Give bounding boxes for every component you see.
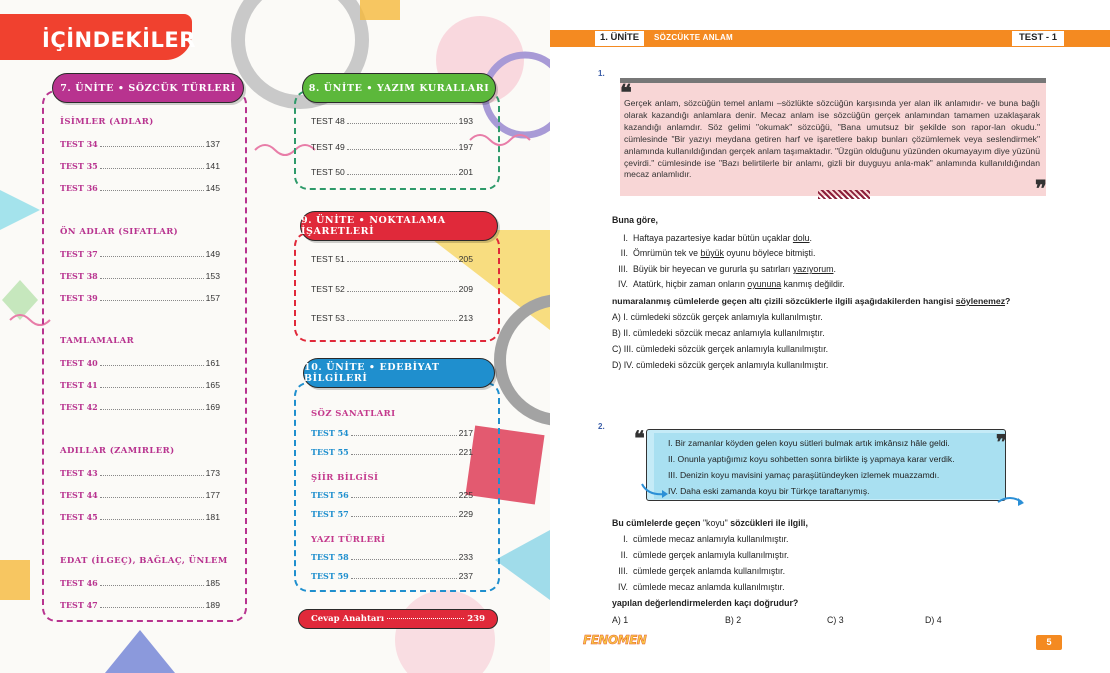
statement-text: cümlede mecaz anlamıyla kullanılmıştır.	[633, 534, 789, 544]
leader-dots	[100, 190, 204, 191]
section-heading: ŞİİR BİLGİSİ	[311, 473, 379, 483]
roman-numeral: IV.	[618, 582, 628, 592]
statement-item	[612, 279, 845, 289]
toc-test-label: TEST 35	[60, 161, 98, 171]
toc-row[interactable]	[60, 249, 220, 259]
toc-test-label: TEST 41	[60, 380, 98, 390]
toc-row[interactable]	[311, 552, 473, 562]
statement-item	[612, 248, 815, 258]
toc-row[interactable]	[311, 254, 473, 264]
answer-option-a[interactable]: A) I. cümledeki sözcük gerçek anlamıyla kullanılmıştır.	[612, 312, 823, 322]
section-heading: TAMLAMALAR	[60, 336, 135, 346]
leader-dots	[100, 409, 204, 410]
toc-row[interactable]	[311, 428, 473, 438]
toc-row[interactable]	[311, 167, 473, 177]
underlined-word: dolu	[792, 233, 810, 243]
statement-pre: Haftaya pazartesiye kadar bütün uçaklar	[633, 233, 793, 243]
toc-page-number: 177	[205, 490, 220, 500]
roman-numeral: III.	[618, 566, 628, 576]
stem-quoted-word: "koyu"	[702, 518, 728, 528]
stem-post: ?	[1005, 296, 1011, 306]
statement-text: cümlede gerçek anlamıyla kullanılmıştır.	[633, 550, 789, 560]
question-stem	[612, 296, 1010, 306]
toc-page-number: 225	[458, 490, 473, 500]
toc-row[interactable]	[60, 293, 220, 303]
toc-test-label: TEST 43	[60, 468, 98, 478]
toc-test-label: TEST 36	[60, 183, 98, 193]
toc-page-number: 237	[458, 571, 473, 581]
statement-pre: Ömrümün tek ve	[633, 248, 701, 258]
box-sentence: III. Denizin koyu mavisini yamaç paraşütündeyken izlemek muazzamdı.	[668, 470, 940, 480]
toc-test-label: TEST 50	[311, 167, 345, 177]
leader-dots	[100, 278, 204, 279]
toc-page-number: 149	[205, 249, 220, 259]
toc-test-label: TEST 44	[60, 490, 98, 500]
leader-dots	[347, 320, 457, 321]
roman-numeral: II.	[620, 248, 628, 258]
open-quote-icon: ❝	[620, 80, 632, 106]
roman-numeral: III.	[618, 264, 628, 274]
leader-dots	[100, 607, 204, 608]
toc-page-number: 193	[458, 116, 473, 126]
leader-dots	[347, 123, 457, 124]
toc-row[interactable]	[60, 600, 220, 610]
box-sentence: I. Bir zamanlar köyden gelen koyu sütleri bulmak artık imkânsız hâle geldi.	[668, 438, 950, 448]
question-intro: Buna göre,	[612, 215, 658, 225]
toc-test-label: TEST 59	[311, 571, 349, 581]
answer-option-d[interactable]: D) 4	[925, 615, 942, 625]
statement-item	[612, 550, 789, 560]
toc-row[interactable]	[311, 142, 473, 152]
leader-dots	[347, 149, 457, 150]
toc-page-number: 161	[205, 358, 220, 368]
test-page	[550, 0, 1110, 673]
roman-numeral: I.	[623, 233, 628, 243]
open-quote-icon: ❝	[634, 426, 645, 450]
statement-item	[612, 264, 836, 274]
toc-row[interactable]	[60, 402, 220, 412]
answer-key-label: Cevap Anahtarı	[311, 614, 385, 624]
toc-row[interactable]	[311, 509, 473, 519]
leader-dots	[100, 497, 204, 498]
section-heading: EDAT (İLGEÇ), BAĞLAÇ, ÜNLEM	[60, 556, 228, 566]
test-tab: TEST - 1	[1011, 30, 1065, 47]
stem-pre: Bu cümlelerde geçen	[612, 518, 703, 528]
toc-page-number: 141	[205, 161, 220, 171]
toc-row[interactable]	[60, 271, 220, 281]
toc-test-label: TEST 55	[311, 447, 349, 457]
answer-option-b[interactable]: B) 2	[725, 615, 742, 625]
toc-row[interactable]	[311, 116, 473, 126]
toc-page-number: 145	[205, 183, 220, 193]
stem-post: sözcükleri ile ilgili,	[727, 518, 808, 528]
toc-row[interactable]	[60, 512, 220, 522]
question-number: 2.	[598, 422, 605, 431]
toc-page	[0, 0, 550, 673]
toc-test-label: TEST 45	[60, 512, 98, 522]
toc-test-label: TEST 58	[311, 552, 349, 562]
leader-dots	[100, 365, 204, 366]
toc-page-number: 157	[205, 293, 220, 303]
toc-page-number: 229	[458, 509, 473, 519]
statement-text: cümlede mecaz anlamda kullanılmıştır.	[633, 582, 785, 592]
leader-dots	[100, 168, 204, 169]
answer-key-link[interactable]	[298, 609, 498, 629]
leader-dots	[351, 454, 457, 455]
unit9-pill[interactable]: 9. ÜNİTE • NOKTALAMA İŞARETLERİ	[300, 211, 498, 241]
leader-dots	[100, 475, 204, 476]
toc-page-number: 181	[205, 512, 220, 522]
statement-text: cümlede gerçek anlamda kullanılmıştır.	[633, 566, 786, 576]
hatch-decoration	[818, 190, 870, 199]
toc-row[interactable]	[60, 578, 220, 588]
answer-key-page: 239	[467, 614, 485, 624]
toc-page-number: 213	[458, 313, 473, 323]
passage-text: Gerçek anlam, sözcüğün temel anlamı –sözlükte sözcüğün karşısında yer alan ilk anlamıdır- ve buna bağlı olarak kazandığı anlamlara denir. Mecaz anlam ise sözcüğün gerçek anlamından tamamen uzaklaşarak kazandığı anlamdır. Söz gelimi "okumak" sözcüğü, "Bana umutsuz bir şekilde son rapor-lan okudu." cümlesinde "Bir yazıyı meydana getiren harf ve işaretlere bakıp bunları çözümlemek veya seslendirmek" anlamında kullanıldığından gerçek anlam taşımaktadır. "Üzgün olduğunu yüzünden okumayayım diye yüzünü çevirdi." cümlesinde ise "Bazı belirtilerle bir anlamı, gizli bir duyguyu anla-mak" anlamında kullanıldığından mecaz anlamlıdır.	[624, 98, 1040, 180]
section-heading: İSİMLER (ADLAR)	[60, 117, 154, 127]
toc-test-label: TEST 54	[311, 428, 349, 438]
statement-item	[612, 233, 812, 243]
section-heading: SÖZ SANATLARI	[311, 409, 396, 419]
statement-post: .	[809, 233, 812, 243]
toc-page-number: 197	[458, 142, 473, 152]
arrow-icon	[996, 492, 1026, 512]
statement-pre: Büyük bir heyecan ve gururla şu satırları	[633, 264, 793, 274]
statement-post: kanmış değildir.	[781, 279, 845, 289]
statement-item	[612, 566, 785, 576]
leader-dots	[387, 618, 464, 619]
toc-page-number: 137	[205, 139, 220, 149]
toc-row[interactable]	[60, 380, 220, 390]
leader-dots	[351, 578, 457, 579]
statement-post: oyunu böylece bitmişti.	[723, 248, 816, 258]
toc-test-label: TEST 56	[311, 490, 349, 500]
question-number: 1.	[598, 69, 605, 78]
unit10-pill[interactable]: 10. ÜNİTE • EDEBİYAT BİLGİLERİ	[303, 358, 495, 388]
toc-test-label: TEST 38	[60, 271, 98, 281]
underlined-word: büyük	[700, 248, 724, 258]
unit7-pill[interactable]: 7. ÜNİTE • SÖZCÜK TÜRLERİ	[52, 73, 244, 103]
toc-row[interactable]	[60, 139, 220, 149]
answer-option-b[interactable]: B) II. cümledeki sözcük mecaz anlamıyla kullanılmıştır.	[612, 328, 825, 338]
toc-page-number: 217	[458, 428, 473, 438]
stem-pre: numaralanmış cümlelerde geçen altı çizili sözcüklerle ilgili aşağıdakilerden hangisi	[612, 296, 956, 306]
toc-page-number: 185	[205, 578, 220, 588]
roman-numeral: II.	[620, 550, 628, 560]
close-quote-icon: ❞	[996, 430, 1007, 454]
leader-dots	[100, 387, 204, 388]
toc-page-number: 205	[458, 254, 473, 264]
toc-page-number: 189	[205, 600, 220, 610]
leader-dots	[100, 585, 204, 586]
toc-test-label: TEST 48	[311, 116, 345, 126]
toc-test-label: TEST 51	[311, 254, 345, 264]
toc-row[interactable]	[60, 161, 220, 171]
statement-item	[612, 534, 788, 544]
box-sentence: IV. Daha eski zamanda koyu bir Türkçe taraftarıymış.	[668, 486, 870, 496]
page-number: 5	[1036, 635, 1062, 650]
answer-option-d[interactable]: D) IV. cümledeki sözcük gerçek anlamıyla kullanılmıştır.	[612, 360, 829, 370]
toc-test-label: TEST 47	[60, 600, 98, 610]
leader-dots	[351, 559, 457, 560]
answer-option-c[interactable]: C) III. cümledeki sözcük gerçek anlamıyla kullanılmıştır.	[612, 344, 829, 354]
section-heading: ADILLAR (ZAMIRLER)	[60, 446, 175, 456]
toc-row[interactable]	[60, 183, 220, 193]
toc-test-label: TEST 57	[311, 509, 349, 519]
leader-dots	[100, 300, 204, 301]
leader-dots	[347, 261, 457, 262]
question-stem: yapılan değerlendirmelerden kaçı doğrudur?	[612, 598, 799, 608]
toc-row[interactable]	[311, 284, 473, 294]
underlined-word: yazıyorum	[792, 264, 834, 274]
statement-item	[612, 582, 785, 592]
toc-page-number: 165	[205, 380, 220, 390]
answer-option-c[interactable]: C) 3	[827, 615, 844, 625]
arrow-icon	[640, 482, 670, 502]
toc-row[interactable]	[311, 490, 473, 500]
box-sentence: II. Onunla yaptığımız koyu sohbetten sonra birlikte iş yapmaya karar verdik.	[668, 454, 955, 464]
leader-dots	[100, 519, 204, 520]
underlined-word: oyununa	[747, 279, 782, 289]
stem-underlined: söylenemez	[955, 296, 1006, 306]
section-heading: YAZI TÜRLERİ	[311, 535, 386, 545]
leader-dots	[100, 146, 204, 147]
unit8-pill[interactable]: 8. ÜNİTE • YAZIM KURALLARI	[302, 73, 496, 103]
leader-dots	[351, 435, 457, 436]
leader-dots	[100, 256, 204, 257]
toc-test-label: TEST 42	[60, 402, 98, 412]
answer-option-a[interactable]: A) 1	[612, 615, 629, 625]
section-heading: ÖN ADLAR (SIFATLAR)	[60, 227, 179, 237]
roman-numeral: IV.	[618, 279, 628, 289]
leader-dots	[351, 516, 457, 517]
toc-page-number: 169	[205, 402, 220, 412]
statement-post: .	[833, 264, 836, 274]
toc-test-label: TEST 46	[60, 578, 98, 588]
toc-row[interactable]	[60, 490, 220, 500]
unit-tab: 1. ÜNİTE	[594, 30, 645, 47]
toc-row[interactable]	[311, 571, 473, 581]
toc-row[interactable]	[311, 313, 473, 323]
toc-test-label: TEST 53	[311, 313, 345, 323]
close-quote-icon: ❞	[1035, 176, 1047, 202]
toc-row[interactable]	[60, 468, 220, 478]
unit-subtitle: SÖZCÜKTE ANLAM	[654, 33, 734, 42]
leader-dots	[351, 497, 457, 498]
publisher-logo: FENOMEN	[583, 633, 647, 647]
toc-page-number: 201	[458, 167, 473, 177]
toc-page-number: 173	[205, 468, 220, 478]
leader-dots	[347, 174, 457, 175]
toc-page-number: 153	[205, 271, 220, 281]
leader-dots	[347, 291, 457, 292]
toc-test-label: TEST 49	[311, 142, 345, 152]
question-intro	[612, 518, 808, 528]
toc-test-label: TEST 39	[60, 293, 98, 303]
toc-test-label: TEST 37	[60, 249, 98, 259]
toc-title: İÇİNDEKİLER	[0, 14, 192, 60]
toc-row[interactable]	[60, 358, 220, 368]
toc-test-label: TEST 34	[60, 139, 98, 149]
toc-page-number: 221	[458, 447, 473, 457]
toc-page-number: 233	[458, 552, 473, 562]
passage-box	[620, 78, 1046, 196]
statement-pre: Atatürk, hiçbir zaman onların	[633, 279, 748, 289]
toc-test-label: TEST 52	[311, 284, 345, 294]
roman-numeral: I.	[623, 534, 628, 544]
toc-row[interactable]	[311, 447, 473, 457]
toc-page-number: 209	[458, 284, 473, 294]
toc-test-label: TEST 40	[60, 358, 98, 368]
